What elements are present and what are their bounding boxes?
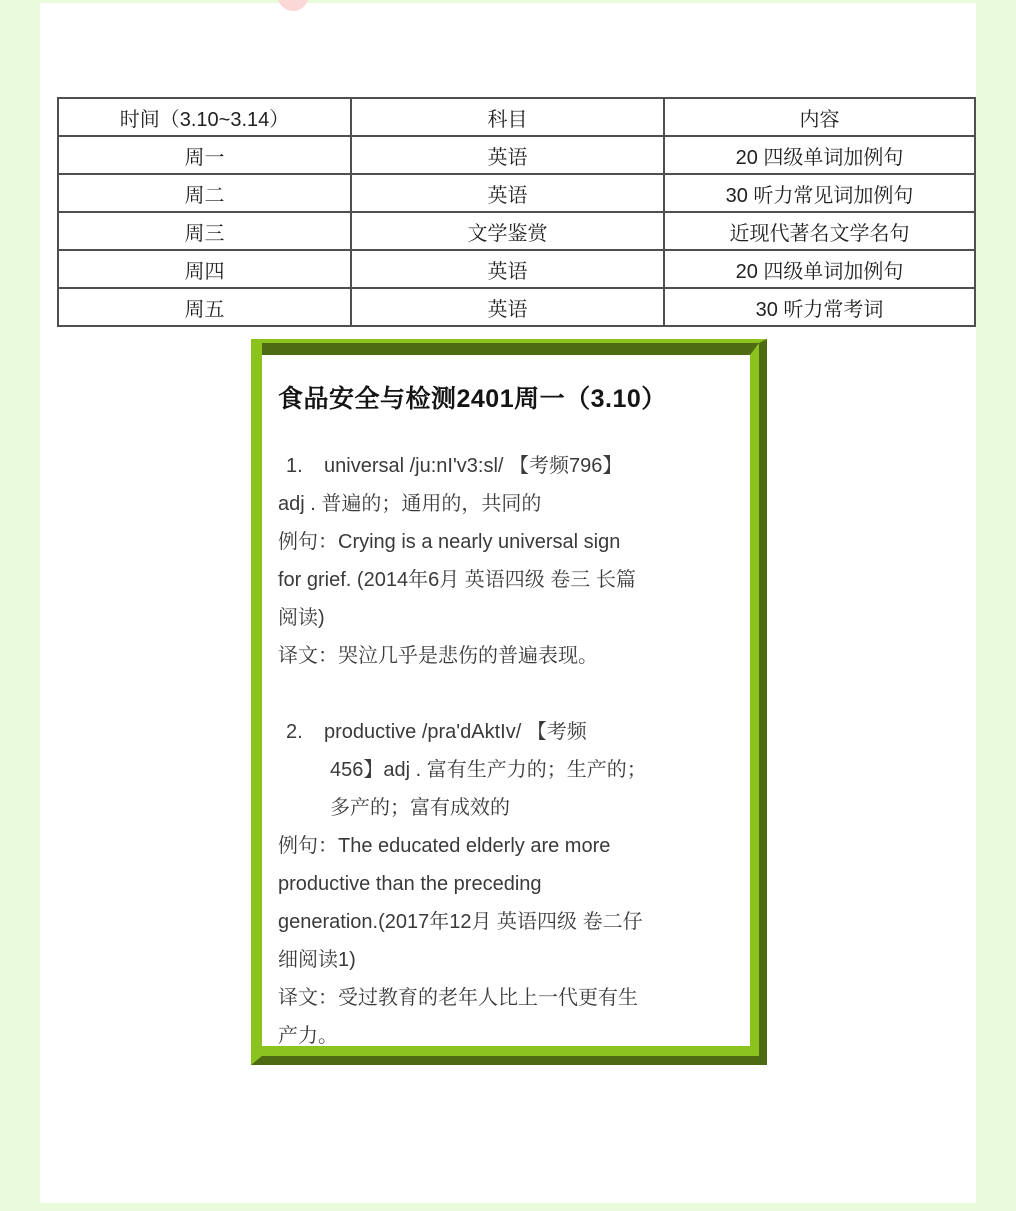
page-margin-right	[976, 0, 1016, 1211]
list-number: 2.	[286, 721, 303, 743]
vocab-line: 阅读)	[278, 607, 325, 629]
vocab-line: generation.(2017年12月 英语四级 卷二仔	[278, 911, 643, 933]
table-row-monday	[58, 136, 975, 174]
table-row-thursday	[58, 250, 975, 288]
study-schedule-table	[57, 97, 976, 327]
vocab-line: 多产的；富有成效的	[330, 797, 510, 819]
vocab-line: 译文：哭泣几乎是悲伤的普遍表现。	[278, 645, 598, 667]
page-margin-bottom	[0, 1203, 1016, 1211]
header-subject: 科目	[351, 98, 664, 136]
table-row-friday	[58, 288, 975, 326]
vocab-line: 例句：Crying is a nearly universal sign	[278, 531, 621, 553]
blank-line	[278, 675, 744, 713]
cell-subject: 英语	[351, 174, 664, 212]
vocab-line: 456】adj . 富有生产力的；生产的；	[330, 759, 647, 781]
cell-day: 周五	[58, 288, 351, 326]
cell-day: 周四	[58, 250, 351, 288]
vocab-line: 产力。	[278, 1025, 338, 1047]
pink-blob-decoration	[277, 0, 309, 11]
table-row-wednesday	[58, 212, 975, 250]
vocab-line: productive than the preceding	[278, 873, 542, 895]
cell-subject: 英语	[351, 250, 664, 288]
page-margin-top	[0, 0, 1016, 3]
vocab-line: adj . 普遍的；通用的，共同的	[278, 493, 542, 515]
cell-content: 30 听力常见词加例句	[664, 174, 975, 212]
table-row-tuesday	[58, 174, 975, 212]
vocab-line-word-2	[278, 713, 744, 751]
header-content: 内容	[664, 98, 975, 136]
cell-subject: 文学鉴赏	[351, 212, 664, 250]
cell-content: 30 听力常考词	[664, 288, 975, 326]
vocab-line: for grief. (2014年6月 英语四级 卷三 长篇	[278, 569, 636, 591]
vocab-card-title: 食品安全与检测2401周一（3.10）	[278, 385, 667, 413]
cell-content: 近现代著名文学名句	[664, 212, 975, 250]
list-number: 1.	[286, 455, 303, 477]
cell-content: 20 四级单词加例句	[664, 136, 975, 174]
cell-day: 周二	[58, 174, 351, 212]
cell-day: 周一	[58, 136, 351, 174]
vocab-card	[262, 343, 759, 1056]
table-header-row	[58, 98, 975, 136]
cell-content: 20 四级单词加例句	[664, 250, 975, 288]
word-entry: productive /pra'dAktIv/ 【考频	[324, 721, 587, 743]
word-entry: universal /ju:nI'v3:sl/ 【考频796】	[324, 455, 623, 477]
cell-subject: 英语	[351, 288, 664, 326]
header-time: 时间（3.10~3.14）	[58, 98, 351, 136]
vocab-card-frame	[251, 339, 767, 1065]
vocab-line: 例句：The educated elderly are more	[278, 835, 611, 857]
cell-subject: 英语	[351, 136, 664, 174]
vocab-line-word-1	[278, 447, 744, 485]
page-margin-left	[0, 0, 40, 1211]
vocab-line: 细阅读1)	[278, 949, 356, 971]
vocab-line: 译文：受过教育的老年人比上一代更有生	[278, 987, 638, 1009]
cell-day: 周三	[58, 212, 351, 250]
